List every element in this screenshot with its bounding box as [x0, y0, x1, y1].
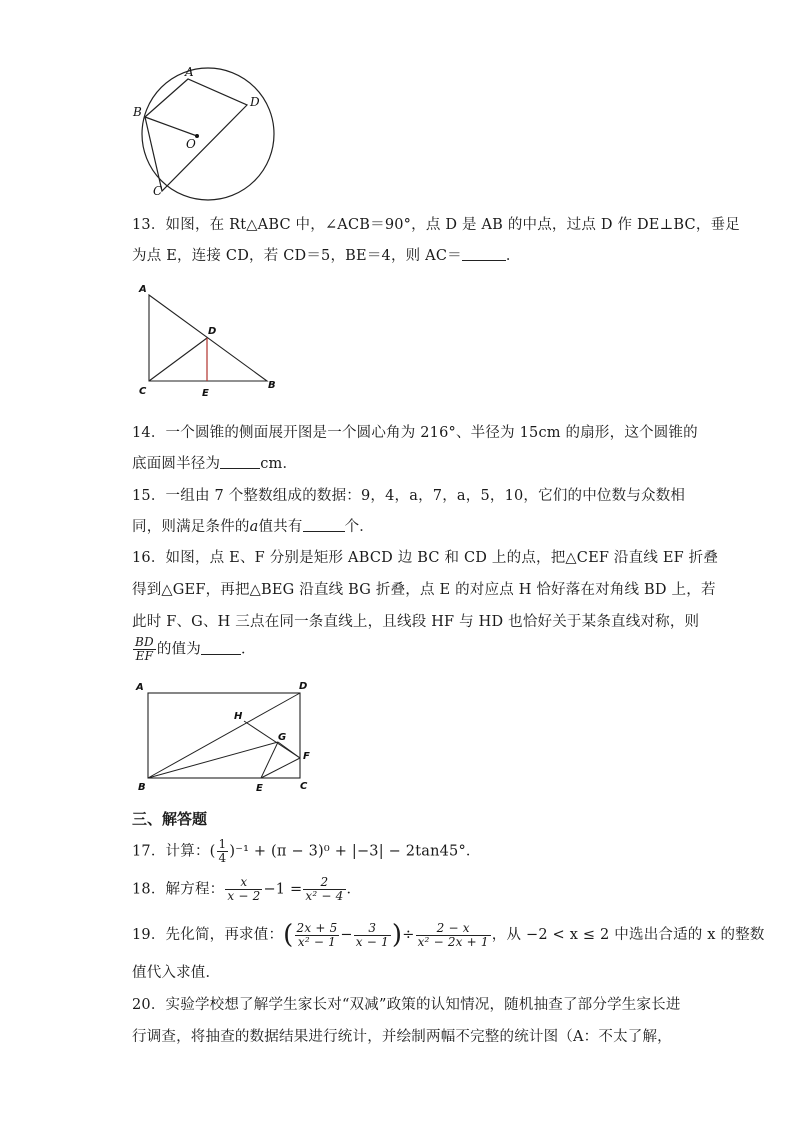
q17-prefix: 17．计算： [132, 843, 210, 860]
q15-var: a [249, 519, 259, 535]
fraction-numerator: 2x + 5 [296, 920, 338, 935]
label-c: C [139, 386, 147, 397]
q15-line1: 15．一组由 7 个整数组成的数据：9，4，a，7，a，5，10，它们的中位数与众数相 [132, 488, 686, 504]
answer-blank [462, 246, 506, 261]
q19-fraction-2 [354, 922, 391, 949]
fraction-denominator: x² − 1 [297, 934, 337, 949]
segment-gf [278, 742, 300, 758]
fraction-numerator: BD [135, 635, 154, 649]
segment-ef [261, 758, 300, 778]
left-paren: ( [283, 920, 294, 950]
label-g: G [278, 732, 287, 743]
q19-prefix: 19．先化简，再求值： [132, 927, 284, 943]
label-d: D [299, 681, 308, 692]
q19-fraction-3 [416, 922, 491, 949]
q14-line1: 14．一个圆锥的侧面展开图是一个圆心角为 216°、半径为 15cm 的扇形，这个圆锥的 [132, 425, 698, 441]
q19-fraction-1 [295, 922, 340, 949]
fraction-denominator: x − 1 [355, 934, 389, 949]
label-b: B [133, 105, 142, 119]
fraction-denominator: x² − 2x + 1 [417, 934, 489, 949]
q15-line2-end: 个． [344, 519, 374, 535]
answer-blank [220, 454, 260, 469]
label-a: A [139, 284, 147, 295]
fraction-numerator: 3 [354, 922, 391, 936]
q16-line4-text: 的值为 [156, 641, 201, 658]
q18-line [132, 876, 361, 903]
label-b: B [268, 380, 276, 391]
fraction-denominator: 4 [218, 851, 227, 865]
bd-over-ef-fraction [133, 636, 156, 663]
q13-line2 [132, 244, 521, 265]
label-a: A [185, 65, 194, 79]
segment-bo [145, 117, 197, 136]
rectangle-figure [132, 678, 332, 798]
q19-line2: 值代入求值． [132, 965, 221, 981]
label-e: E [202, 388, 209, 399]
fraction-numerator: x [225, 876, 262, 890]
label-o: O [186, 137, 196, 151]
fraction-numerator: 1 [218, 837, 227, 851]
q18-fraction-1 [225, 876, 262, 903]
q17-expression: )⁻¹ + (π − 3)⁰ + |−3| − 2tan45°． [229, 843, 481, 860]
label-d: D [250, 95, 260, 109]
right-paren: ) [391, 920, 403, 950]
segment-bg [148, 742, 278, 778]
q14-line2-end: cm． [260, 456, 298, 472]
answer-blank [303, 517, 345, 532]
label-a: A [136, 682, 144, 693]
q18-prefix: 18．解方程： [132, 881, 225, 898]
q13-line2-text: 为点 E，连接 CD，若 CD＝5，BE＝4，则 AC＝ [132, 248, 462, 264]
label-f: F [303, 751, 310, 762]
q18-end: ． [346, 881, 362, 898]
label-c: C [300, 781, 308, 792]
q19-line1: 19．先化简，再求值：( $\frac{2x + 5}{\text{x² − 1}}$ − $\frac{3}{x - 1}$ )÷ $\frac{2 - x}{\text{x² − 2x + 1}}$ ，从 −2 < x ≤ 2 中选出合适的 x 的整数 [132, 920, 765, 950]
q13-line1: 13．如图，在 Rt△ABC 中，∠ACB＝90°，点 D 是 AB 的中点，过点 D 作 DE⊥BC，垂足 [132, 217, 740, 233]
q14-line2-text: 底面圆半径为 [132, 456, 221, 472]
q20-line2: 行调查，将抽查的数据结果进行统计，并绘制两幅不完整的统计图（A：不太了解， [132, 1029, 672, 1045]
q18-fraction-2 [303, 876, 345, 903]
fraction-denominator: x² − 4 [305, 889, 344, 903]
segment-cd [149, 338, 207, 381]
q13-line2-end: ． [505, 248, 521, 264]
answer-blank [201, 640, 241, 655]
fraction-numerator: 2 − x [416, 922, 491, 936]
q16-line3: 此时 F、G、H 三点在同一条直线上，且线段 HF 与 HD 也恰好关于某条直线对称，则 [132, 614, 700, 630]
fraction-denominator: x − 2 [227, 889, 261, 903]
q16-line4 [132, 636, 256, 663]
circle-figure [130, 62, 290, 202]
triangle-figure [134, 280, 284, 405]
q16-line1: 16．如图，点 E、F 分别是矩形 ABCD 边 BC 和 CD 上的点，把△CEF 沿直线 EF 折叠 [132, 550, 719, 566]
q15-line2-b: 值共有 [258, 519, 303, 535]
fraction-numerator: 2 [303, 876, 345, 890]
label-h: H [234, 711, 243, 722]
label-b: B [138, 782, 146, 793]
section-title: 三、解答题 [132, 810, 208, 828]
q17-line: 17．计算：( $\frac{1}{4}$ )⁻¹ + (π − 3)⁰ + |−3| − 2tan45°． [132, 837, 481, 865]
q18-middle: −1 = [263, 881, 303, 898]
q17-fraction [217, 838, 229, 865]
q15-line2-a: 同，则满足条件的 [132, 519, 250, 535]
fraction-denominator: EF [135, 649, 154, 663]
q16-line2: 得到△GEF，再把△BEG 沿直线 BG 折叠，点 E 的对应点 H 恰好落在对角线 BD 上，若 [132, 582, 716, 598]
q16-line4-end: ． [240, 641, 256, 658]
q20-line1: 20．实验学校想了解学生家长对“双减”政策的认知情况，随机抽查了部分学生家长进 [132, 997, 681, 1013]
q19-tail: ，从 −2 < x ≤ 2 中选出合适的 x 的整数 [491, 927, 765, 943]
q15-line2 [132, 515, 374, 536]
segment-ge [261, 742, 278, 778]
label-e: E [256, 783, 263, 794]
label-c: C [153, 184, 163, 198]
q14-line2 [132, 452, 297, 473]
label-d: D [208, 326, 217, 337]
